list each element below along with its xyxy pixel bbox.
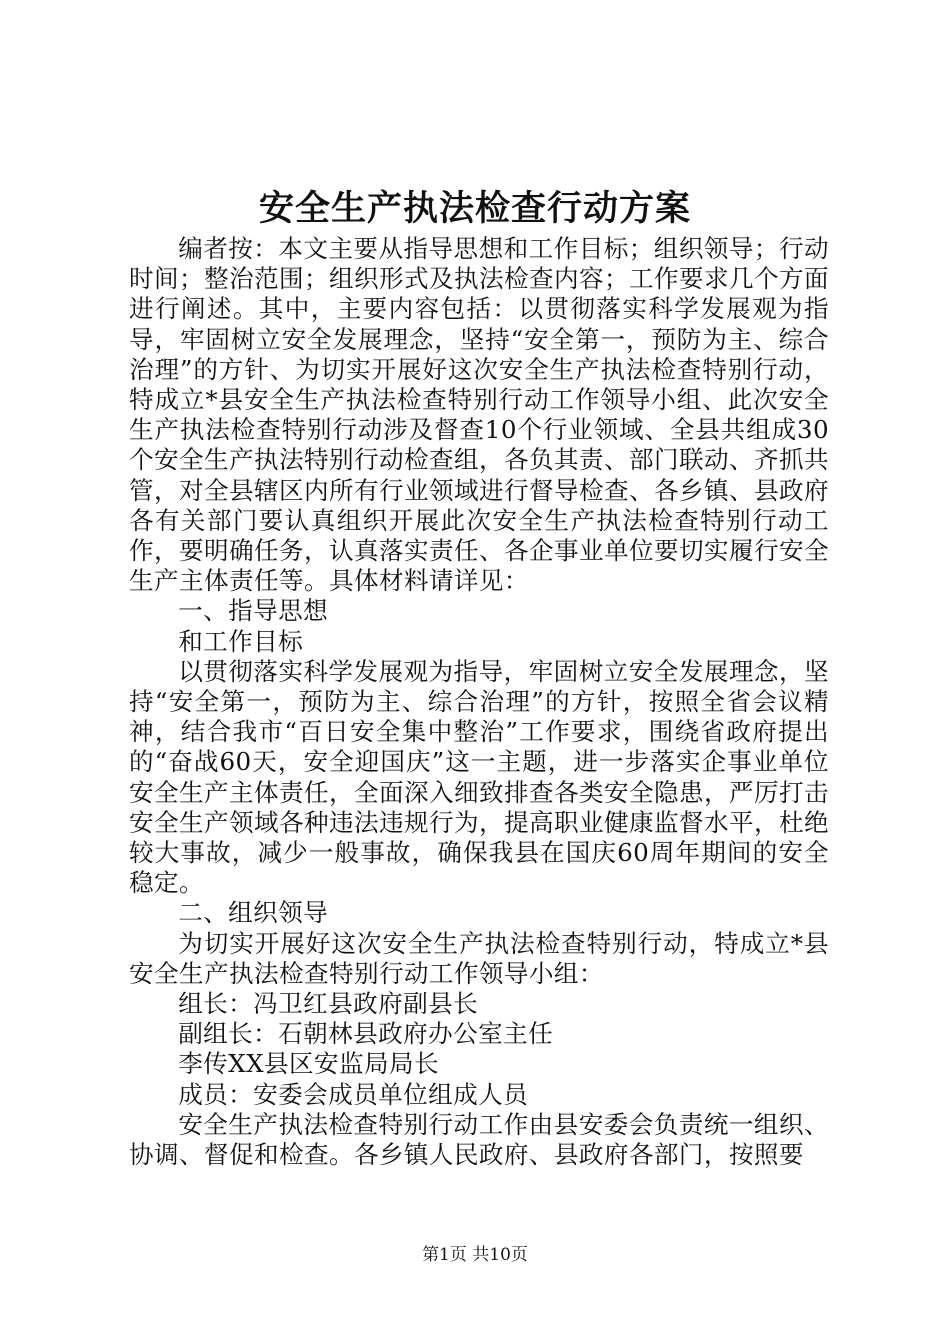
- section-heading-organization: 二、组织领导: [178, 898, 329, 928]
- members-line: 成员：安委会成员单位组成人员: [178, 1079, 529, 1109]
- page-number-footer: 第1页 共10页: [422, 1245, 528, 1265]
- responsibility-paragraph: 安全生产执法检查特别行动工作由县安委会负责统一组织、协调、督促和检查。各乡镇人民政府、县政府各部门，按照要: [129, 1109, 829, 1170]
- section-heading-guiding-ideology: 一、指导思想: [178, 596, 329, 626]
- guiding-ideology-paragraph: 以贯彻落实科学发展观为指导，牢固树立安全发展理念，坚持“安全第一，预防为主、综合治理”的方针，按照全省会议精神，结合我市“百日安全集中整治”工作要求，围绕省政府提出的“奋战60天，安全迎国庆”这一主题，进一步落实企事业单位安全生产主体责任，全面深入细致排查各类安全隐患，严厉打击安全生产领域各种违法违规行为，提高职业健康监督水平，杜绝较大事故，减少一般事故，确保我县在国庆60周年期间的安全稳定。: [129, 656, 829, 898]
- deputy-leader-second-line: 李传XX县区安监局局长: [178, 1049, 439, 1079]
- deputy-leader-line: 副组长：石朝林县政府办公室主任: [178, 1019, 554, 1049]
- section-heading-work-goals: 和工作目标: [178, 626, 304, 656]
- editor-note-paragraph: 编者按：本文主要从指导思想和工作目标；组织领导；行动时间；整治范围；组织形式及执法检查内容；工作要求几个方面进行阐述。其中，主要内容包括：以贯彻落实科学发展观为指导，牢固树立安全发展理念，坚持“安全第一，预防为主、综合治理”的方针、为切实开展好这次安全生产执法检查特别行动，特成立*县安全生产执法检查特别行动工作领导小组、此次安全生产执法检查特别行动涉及督查10个行业领域、全县共组成30个安全生产执法特别行动检查组，各负其责、部门联动、齐抓共管，对全县辖区内所有行业领域进行督导检查、各乡镇、县政府各有关部门要认真组织开展此次安全生产执法检查特别行动工作，要明确任务，认真落实责任、各企事业单位要切实履行安全生产主体责任等。具体材料请详见：: [129, 234, 829, 596]
- page-title: 安全生产执法检查行动方案: [258, 188, 691, 229]
- document-body: [129, 234, 829, 1170]
- organization-paragraph: 为切实开展好这次安全生产执法检查特别行动，特成立*县安全生产执法检查特别行动工作领导小组：: [129, 928, 829, 988]
- leader-line: 组长：冯卫红县政府副县长: [178, 989, 479, 1019]
